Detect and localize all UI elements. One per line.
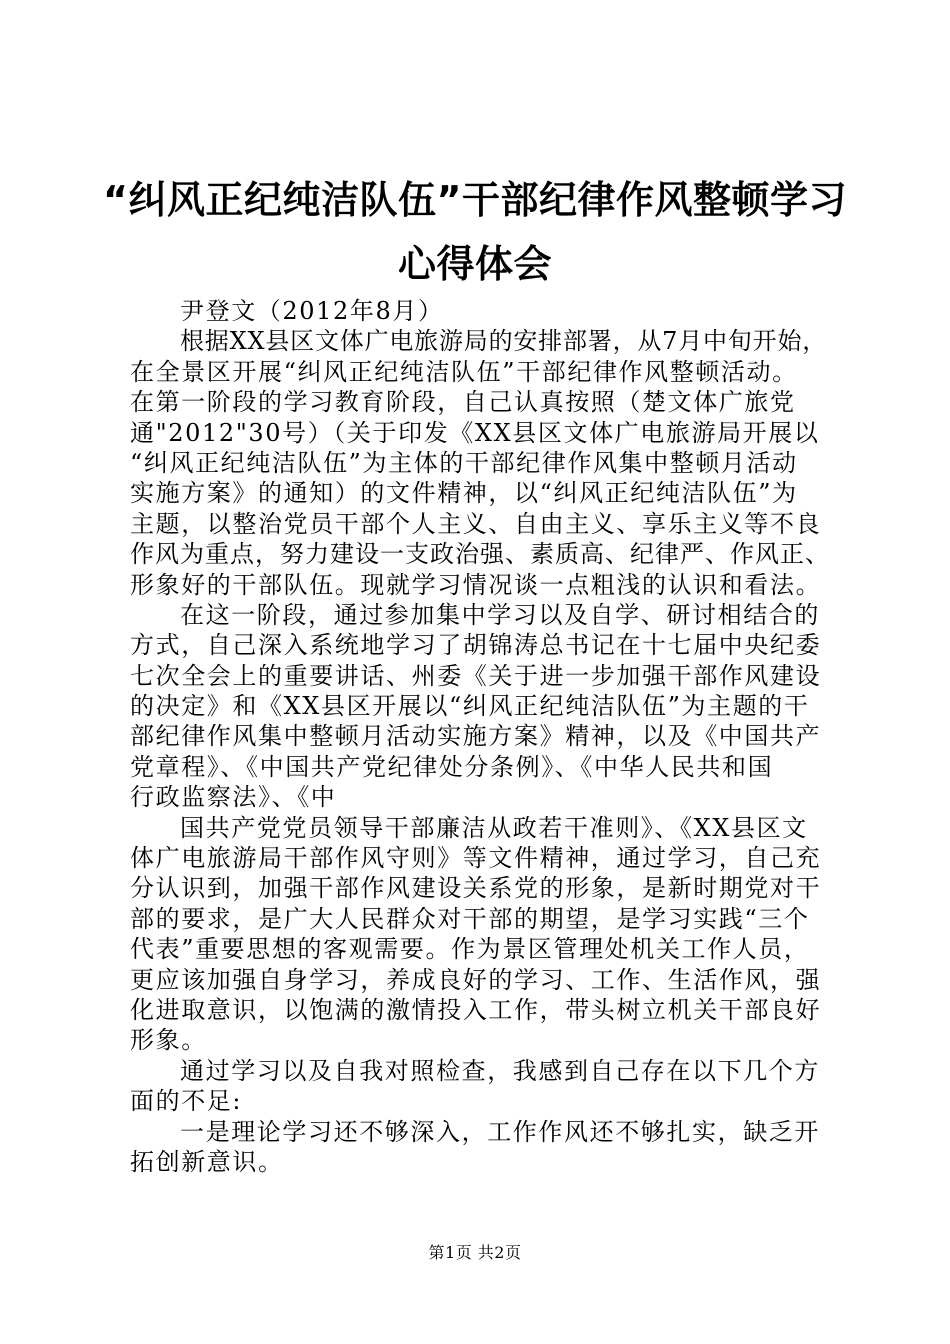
paragraph-2-line: 方式，自己深入系统地学习了胡锦涛总书记在十七届中央纪委: [130, 631, 822, 660]
paragraph-2-line: 在这一阶段，通过参加集中学习以及自学、研讨相结合的: [180, 600, 820, 629]
paragraph-1-line: 在全景区开展“纠风正纪纯洁队伍”干部纪律作风整顿活动。: [130, 357, 798, 386]
paragraph-1-line: 实施方案》的通知）的文件精神，以“纠风正纪纯洁队伍”为: [130, 479, 798, 508]
paragraph-3-line: 分认识到，加强干部作风建设关系党的形象，是新时期党对干: [130, 874, 822, 903]
paragraph-1-line: 根据XX县区文体广电旅游局的安排部署，从7月中旬开始，: [180, 327, 828, 356]
paragraph-2-line: 党章程》、《中国共产党纪律处分条例》、《中华人民共和国: [130, 752, 774, 781]
paragraph-1-line: 在第一阶段的学习教育阶段，自己认真按照（楚文体广旅党: [130, 388, 796, 417]
paragraph-2-line: 的决定》和《XX县区开展以“纠风正纪纯洁队伍”为主题的干: [130, 692, 810, 721]
paragraph-3-line: 国共产党党员领导干部廉洁从政若干准则》、《XX县区文: [180, 813, 808, 842]
paragraph-2-line: 七次全会上的重要讲话、州委《关于进一步加强干部作风建设: [130, 661, 822, 690]
paragraph-1-line: 通"2012"30号）（关于印发《XX县区文体广电旅游局开展以: [130, 418, 820, 447]
paragraph-1-line: 主题，以整治党员干部个人主义、自由主义、享乐主义等不良: [130, 509, 822, 538]
paragraph-2-line: 行政监察法》、《中: [130, 783, 337, 812]
document-title: [60, 168, 890, 296]
title-line-2: 心得体会: [397, 242, 552, 286]
document-body: [130, 296, 830, 1177]
paragraph-2-line: 部纪律作风集中整顿月活动实施方案》精神，以及《中国共产: [130, 722, 822, 751]
paragraph-4-line: 通过学习以及自我对照检查，我感到自己存在以下几个方: [180, 1056, 820, 1085]
paragraph-3-line: 代表”重要思想的客观需要。作为景区管理处机关工作人员，: [130, 935, 810, 964]
paragraph-3-line: 更应该加强自身学习，养成良好的学习、工作、生活作风，强: [130, 965, 822, 994]
title-line-1: “纠风正纪纯洁队伍”干部纪律作风整顿学习: [103, 178, 847, 222]
paragraph-1-line: 作风为重点，努力建设一支政治强、素质高、纪律严、作风正、: [130, 540, 830, 569]
paragraph-4-line: 面的不足:: [130, 1087, 243, 1116]
paragraph-3-line: 部的要求，是广大人民群众对干部的期望，是学习实践“三个: [130, 904, 810, 933]
paragraph-5-line: 拓创新意识。: [130, 1147, 284, 1176]
paragraph-5-line: 一是理论学习还不够深入，工作作风还不够扎实，缺乏开: [180, 1117, 820, 1146]
paragraph-3-line: 形象。: [130, 1026, 207, 1055]
page-footer: 第1页 共2页: [428, 1243, 522, 1262]
paragraph-3-line: 化进取意识，以饱满的激情投入工作，带头树立机关干部良好: [130, 995, 822, 1024]
paragraph-3-line: 体广电旅游局干部作风守则》等文件精神，通过学习，自己充: [130, 844, 822, 873]
paragraph-1-line: “纠风正纪纯洁队伍”为主体的干部纪律作风集中整顿月活动: [130, 448, 798, 477]
paragraph-1-line: 形象好的干部队伍。现就学习情况谈一点粗浅的认识和看法。: [130, 570, 822, 599]
author-date-line: 尹登文（2012年8月）: [180, 297, 444, 325]
